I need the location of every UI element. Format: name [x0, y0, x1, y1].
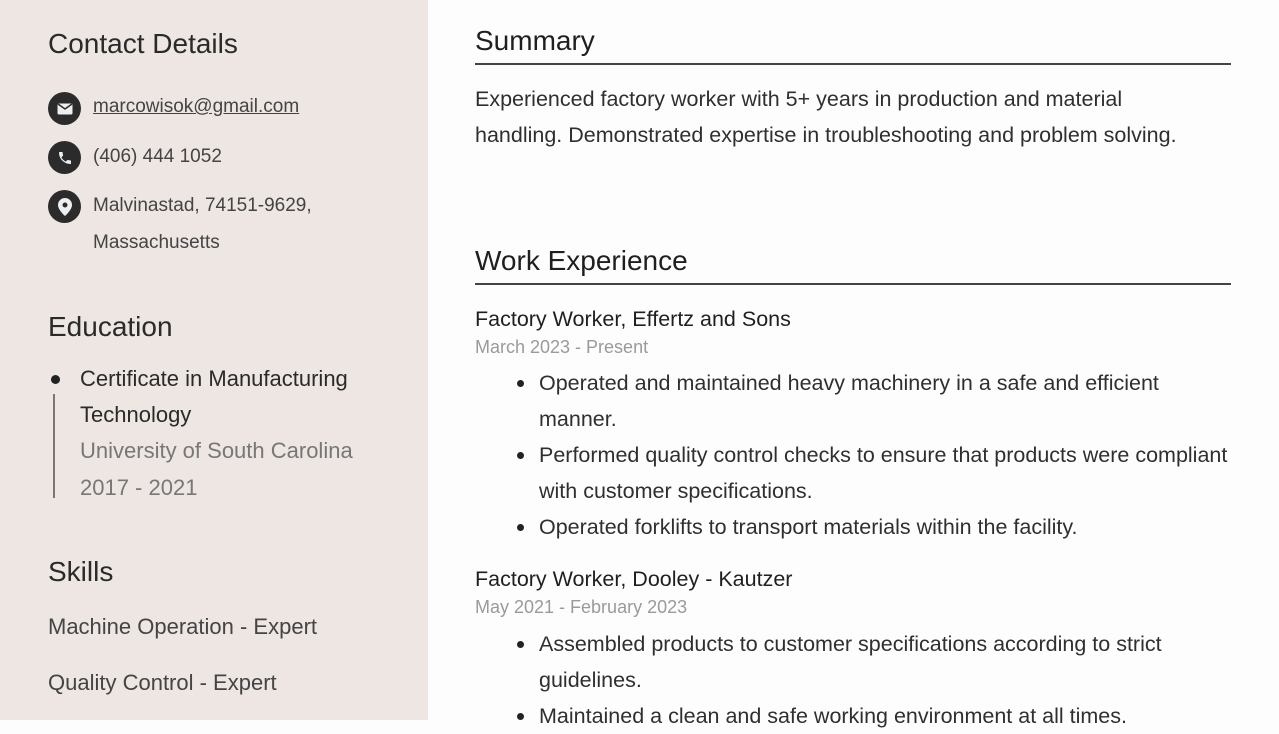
degree-line1: Certificate in Manufacturing — [80, 366, 348, 391]
timeline-line — [53, 394, 55, 498]
work-rule — [475, 283, 1231, 285]
skill-item: Machine Operation - Expert — [48, 614, 318, 639]
location-icon — [48, 190, 81, 223]
job-title: Factory Worker, Dooley - Kautzer — [475, 567, 793, 591]
skill-item: Quality Control - Expert — [48, 670, 277, 695]
address-line2: Massachusetts — [93, 232, 220, 253]
job-bullet: Assembled products to customer specifications according to strict guidelines. — [517, 626, 1237, 698]
skills-heading: Skills — [48, 556, 114, 587]
degree-line2: Technology — [80, 402, 192, 427]
summary-text: Experienced factory worker with 5+ years in production and material handling. Demonstrated expertise in troubleshooting and problem solving. — [475, 87, 1177, 147]
education-years: 2017 - 2021 — [80, 475, 198, 500]
education-heading: Education — [48, 311, 173, 342]
job-bullet: Operated and maintained heavy machinery in a safe and efficient manner. — [517, 365, 1237, 437]
summary-heading: Summary — [475, 25, 595, 56]
job-bullet: Maintained a clean and safe working environment at all times. — [517, 698, 1237, 734]
work-heading: Work Experience — [475, 245, 688, 276]
job-bullets — [517, 626, 1237, 734]
job-bullet: Operated forklifts to transport materials within the facility. — [517, 509, 1237, 545]
phone-icon — [48, 141, 81, 174]
school: University of South Carolina — [80, 438, 353, 463]
job-dates: May 2021 - February 2023 — [475, 597, 688, 617]
summary-rule — [475, 63, 1231, 65]
email-icon — [48, 92, 81, 125]
phone-text: (406) 444 1052 — [93, 146, 222, 167]
sidebar — [0, 0, 428, 720]
email-link[interactable]: marcowisok@gmail.com — [93, 96, 300, 117]
contact-heading: Contact Details — [48, 28, 238, 59]
job-bullets — [517, 365, 1237, 545]
address-line1: Malvinastad, 74151-9629, — [93, 195, 312, 216]
job-dates: March 2023 - Present — [475, 337, 649, 357]
timeline-dot — [51, 375, 60, 384]
job-title: Factory Worker, Effertz and Sons — [475, 307, 791, 331]
job-bullet: Performed quality control checks to ensure that products were compliant with customer specifications. — [517, 437, 1237, 509]
